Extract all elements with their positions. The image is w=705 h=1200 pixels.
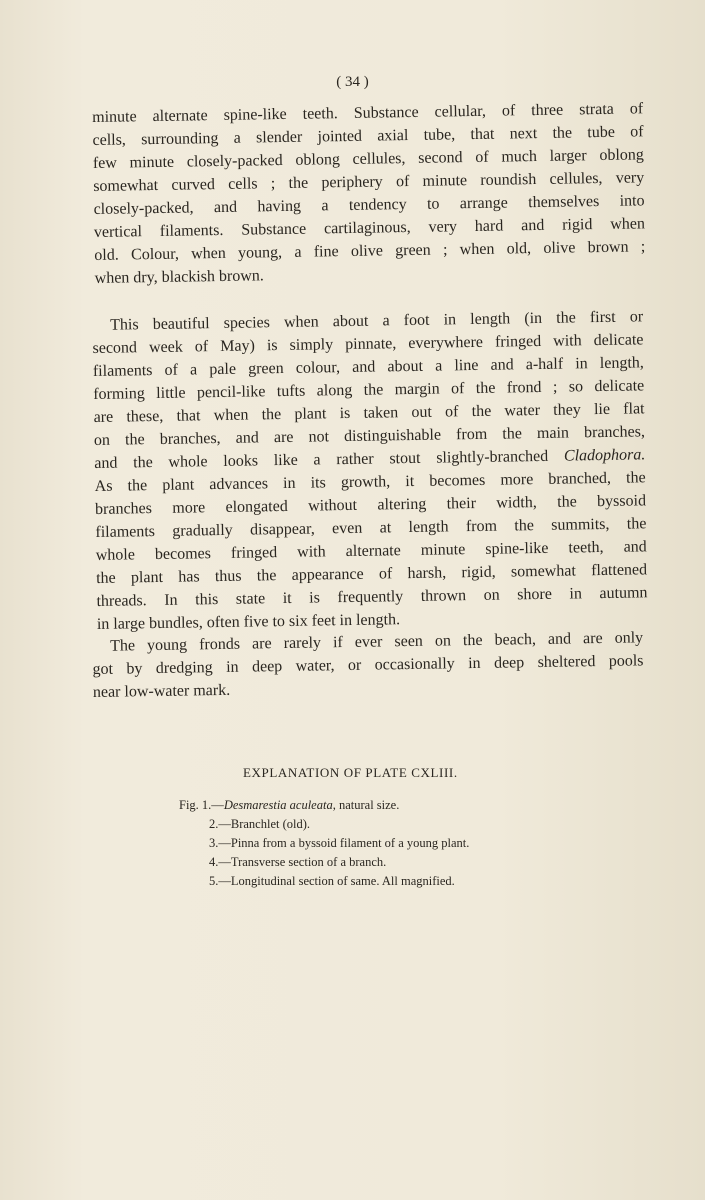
text-line: near low-water mark.: [92, 681, 231, 701]
figure-description: , natural size.: [332, 798, 400, 812]
figure-caption: [179, 796, 469, 815]
figure-caption: 5.—Longitudinal section of same. All magnified.: [209, 874, 455, 888]
text-line: cells, surrounding a slender jointed axial tube, that next the tube of: [92, 123, 644, 149]
text-line: whole becomes fringed with alternate minute spine-like teeth, and: [95, 538, 647, 564]
text-line: got by dredging in deep water, or occasionally in deep sheltered pools: [92, 652, 644, 678]
text-line: somewhat curved cells ; the periphery of minute roundish cellules, very: [93, 169, 645, 195]
text-line: filaments gradually disappear, even at length from the summits, the: [95, 515, 647, 541]
text-line: on the branches, and are not distinguishable from the main branches,: [93, 423, 646, 449]
figure-caption: 2.—Branchlet (old).: [209, 817, 311, 831]
text-line: filaments of a pale green colour, and about a line and a-half in length,: [92, 354, 644, 380]
text-line: forming little pencil-like tufts along the margin of the frond ; so delicate: [93, 377, 645, 403]
text-line: few minute closely-packed oblong cellules, second of much larger oblong: [92, 146, 644, 172]
text-line: the plant has thus the appearance of harsh, rigid, somewhat flattened: [96, 561, 648, 587]
text-line: minute alternate spine-like teeth. Substance cellular, of three strata of: [92, 100, 644, 126]
figure-caption: 4.—Transverse section of a branch.: [209, 855, 387, 869]
text-fragment: and the whole looks like a rather stout slightly-branched: [94, 447, 565, 472]
description-paragraph: [92, 97, 646, 290]
text-line: threads. In this state it is frequently thrown on shore in autumn: [96, 584, 648, 610]
text-line: vertical filaments. Substance cartilaginous, very hard and rigid when: [93, 215, 646, 241]
text-line: second week of May) is simply pinnate, everywhere fringed with delicate: [92, 331, 644, 357]
text-line: closely-packed, and having a tendency to arrange themselves into: [93, 192, 645, 218]
text-line: As the plant advances in its growth, it becomes more branched, the: [94, 469, 646, 495]
text-line: The young fronds are rarely if ever seen on the beach, and are only: [110, 629, 644, 655]
text-line: when dry, blackish brown.: [94, 267, 264, 287]
text-line: branches more elongated without altering their width, the byssoid: [94, 492, 647, 518]
fronds-paragraph: [92, 626, 644, 704]
figure-caption: 3.—Pinna from a byssoid filament of a young plant.: [209, 836, 470, 850]
plate-heading: EXPLANATION OF PLATE CXLIII.: [243, 765, 458, 780]
species-name: Desmarestia aculeata: [223, 798, 333, 812]
species-paragraph: [92, 305, 648, 636]
figure-number: Fig. 1.—: [179, 798, 224, 812]
figure-explanation-list: [179, 796, 469, 891]
genus-name: Cladophora.: [563, 446, 646, 465]
text-line: This beautiful species when about a foot in length (in the first or: [110, 308, 644, 334]
page-number: ( 34 ): [336, 74, 369, 90]
text-line: are these, that when the plant is taken out of the water they lie flat: [93, 400, 645, 426]
text-line: old. Colour, when young, a fine olive green ; when old, olive brown ;: [94, 238, 646, 264]
text-line: in large bundles, often five to six feet in length.: [96, 611, 401, 633]
